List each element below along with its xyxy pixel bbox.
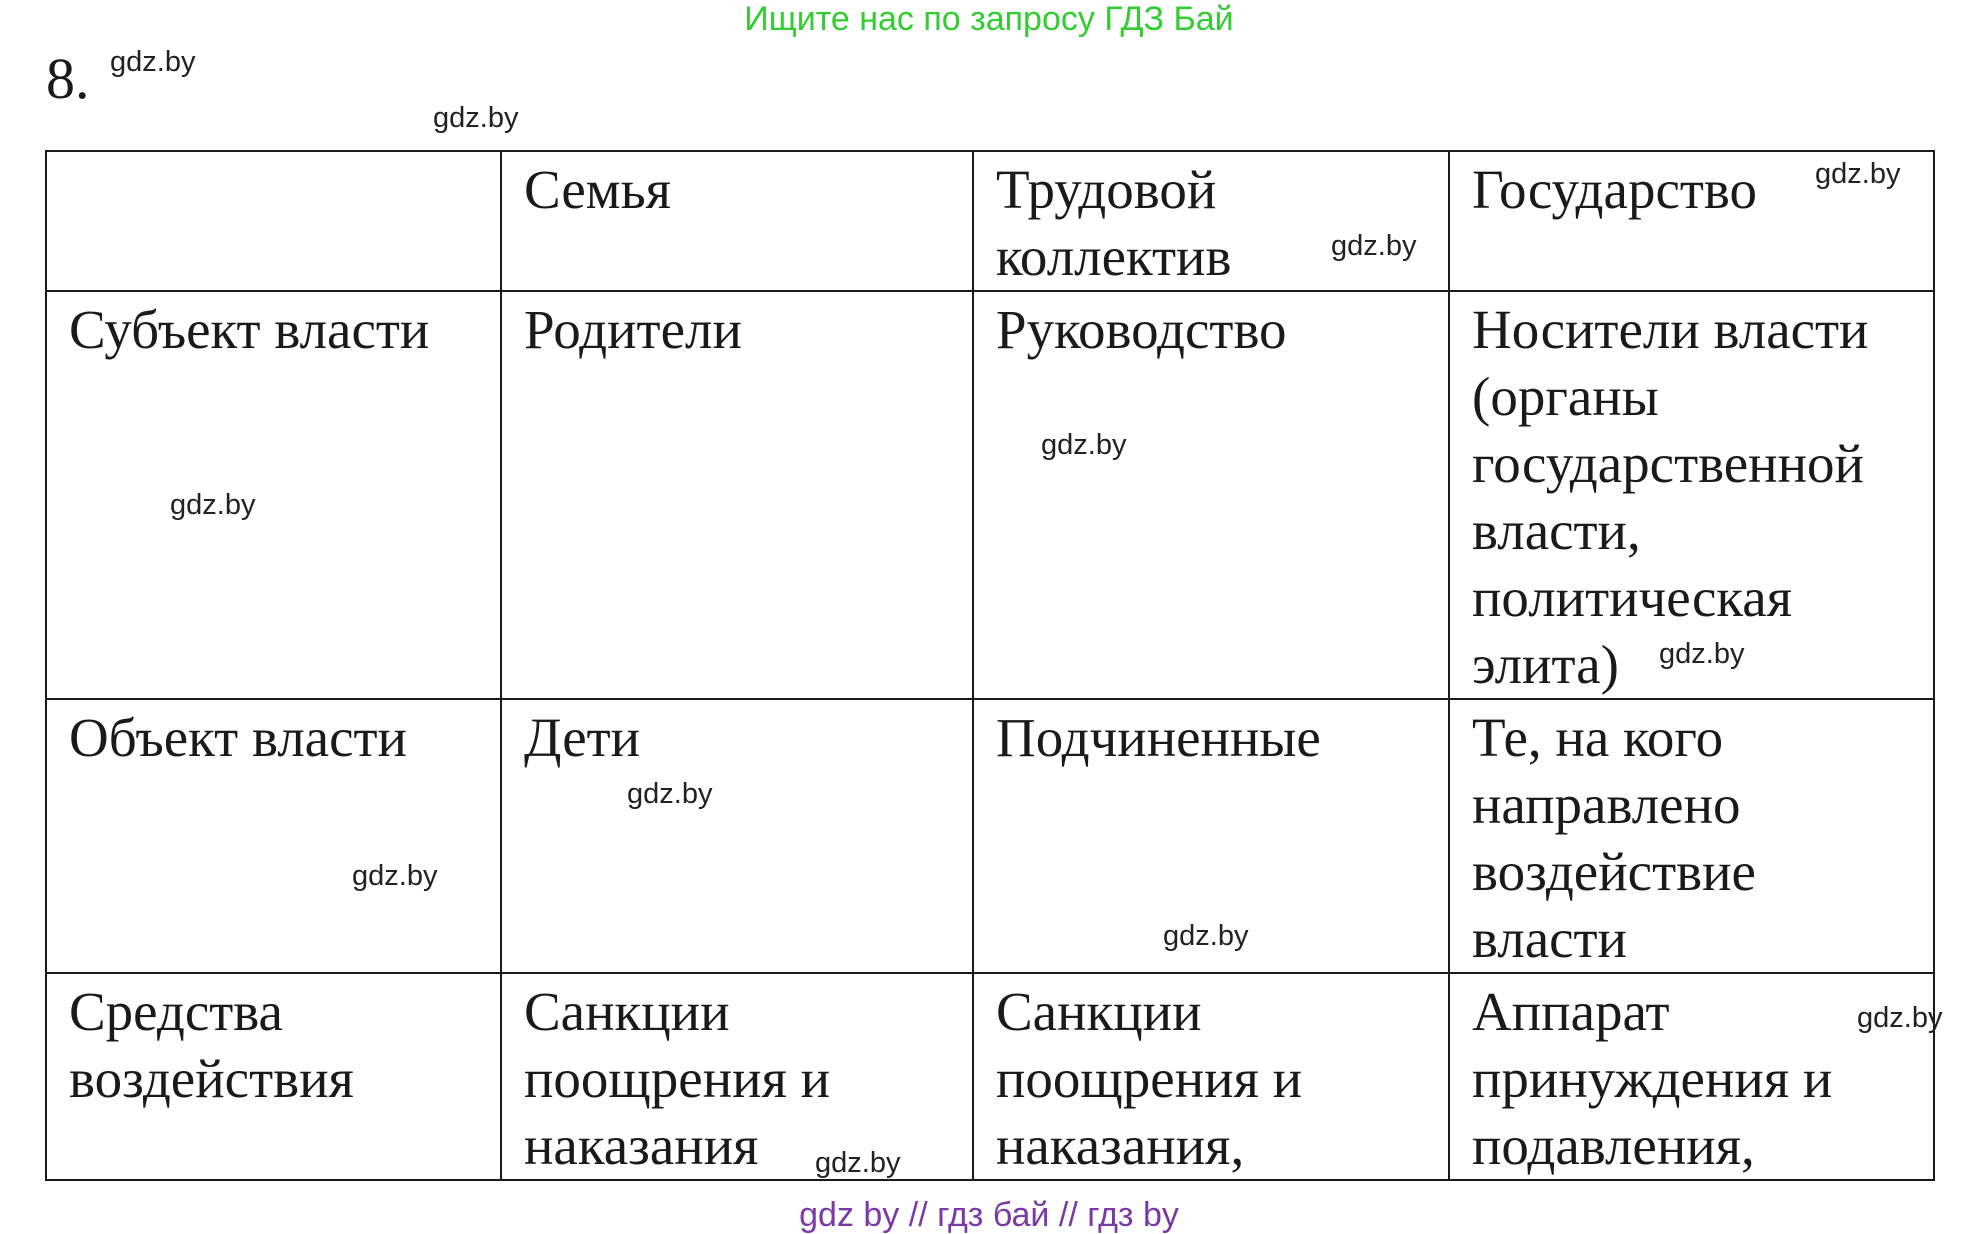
table-row-object (46, 699, 1934, 973)
header-cell-family: Семья (501, 151, 973, 291)
header-cell-state: Государство (1449, 151, 1934, 291)
row-label-object: Объект власти (46, 699, 501, 973)
watermark-1: gdz.by (110, 46, 196, 78)
table-header-row (46, 151, 1934, 291)
row-label-subject: Субъект власти (46, 291, 501, 699)
watermark-5: gdz.by (1041, 429, 1127, 461)
watermark-4: gdz.by (1331, 230, 1417, 262)
watermark-8: gdz.by (627, 778, 713, 810)
table-row-means (46, 973, 1934, 1180)
power-comparison-table (45, 150, 1935, 1181)
watermark-2: gdz.by (433, 102, 519, 134)
table-row-subject (46, 291, 1934, 699)
cell-collective-means: Санкции поощрения и наказания, (973, 973, 1449, 1180)
cell-family-object: Дети (501, 699, 973, 973)
row-label-means: Средства воздействия (46, 973, 501, 1180)
cell-collective-object: Подчиненные (973, 699, 1449, 973)
cell-family-means: Санкции поощрения и наказания (501, 973, 973, 1180)
footer-links[interactable]: gdz by // гдз бай // гдз by (799, 1196, 1179, 1234)
watermark-12: gdz.by (815, 1147, 901, 1179)
watermark-7: gdz.by (1659, 638, 1745, 670)
task-number: 8. (46, 46, 90, 111)
watermark-9: gdz.by (352, 860, 438, 892)
header-cell-empty (46, 151, 501, 291)
cell-state-means: Аппарат принуждения и подавления, (1449, 973, 1934, 1180)
site-search-banner[interactable]: Ищите нас по запросу ГДЗ Бай (744, 0, 1234, 38)
cell-state-object: Те, на кого направлено воздействие власти (1449, 699, 1934, 973)
watermark-3: gdz.by (1815, 158, 1901, 190)
watermark-11: gdz.by (1857, 1002, 1943, 1034)
cell-state-subject: Носители власти (органы государственной власти, политическая элита) (1449, 291, 1934, 699)
watermark-10: gdz.by (1163, 920, 1249, 952)
header-cell-work-collective: Трудовой коллектив (973, 151, 1449, 291)
cell-collective-subject: Руководство (973, 291, 1449, 699)
cell-family-subject: Родители (501, 291, 973, 699)
watermark-6: gdz.by (170, 489, 256, 521)
